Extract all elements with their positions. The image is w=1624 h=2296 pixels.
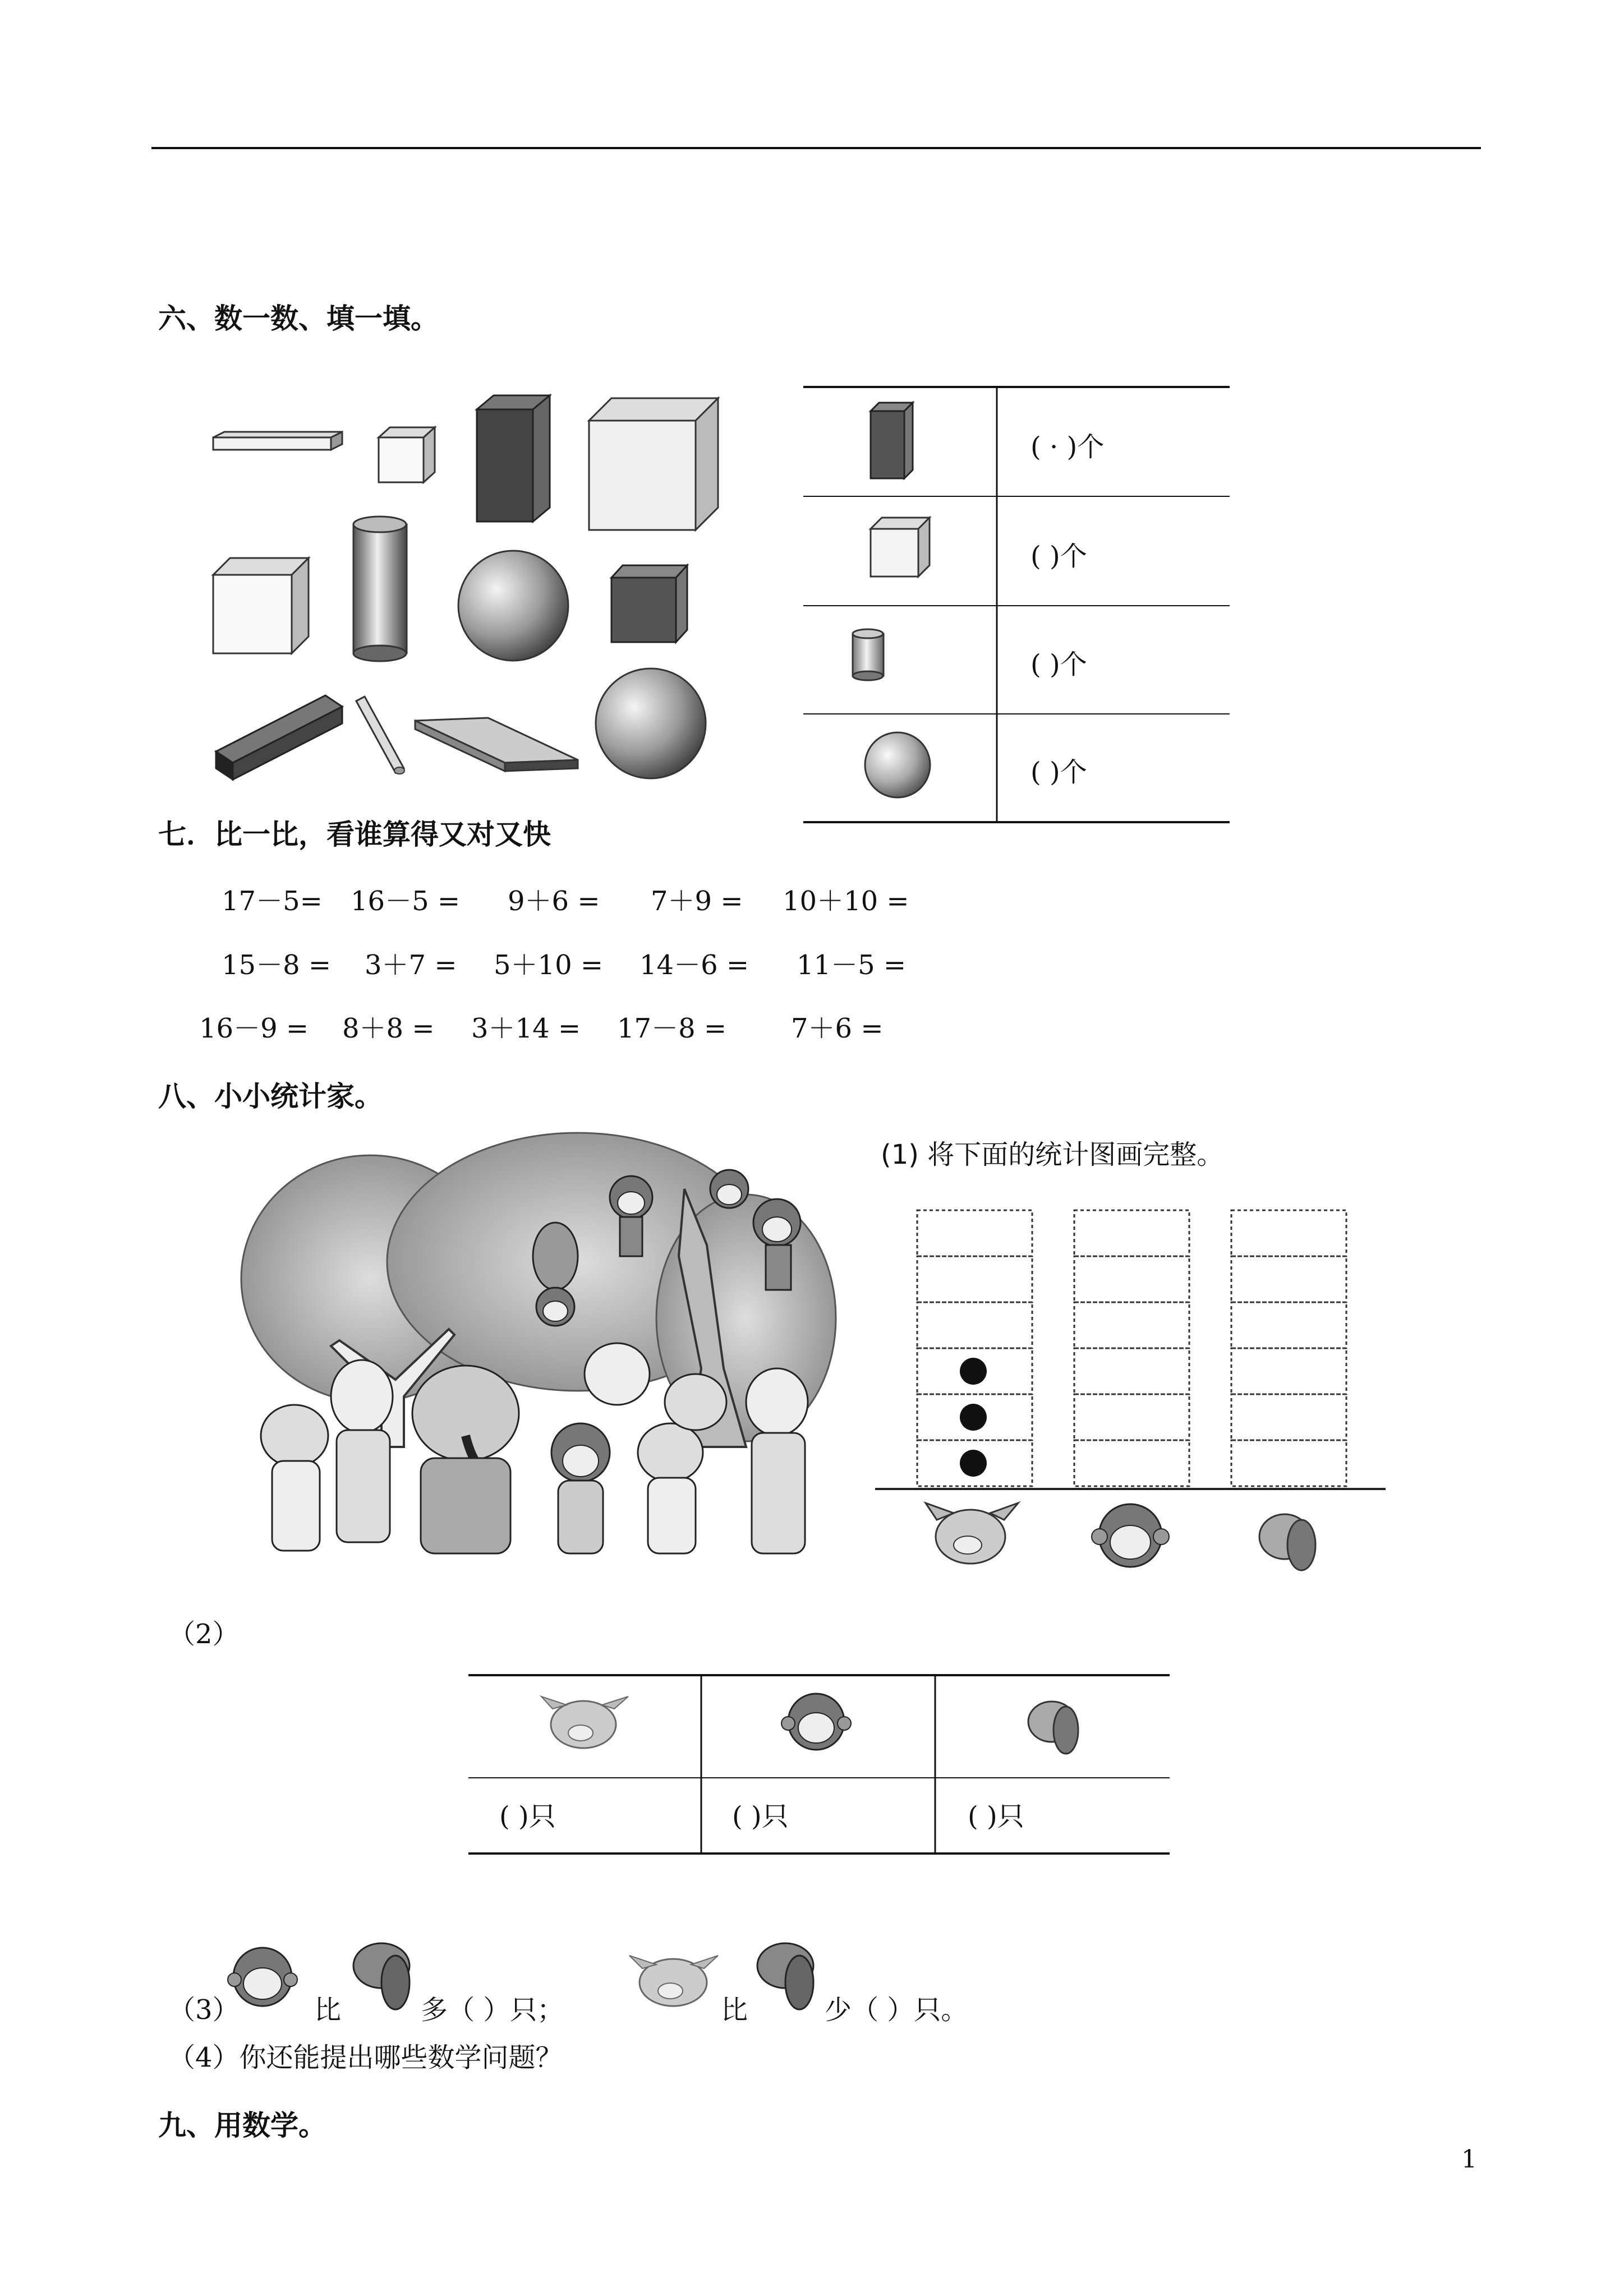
pig-character xyxy=(665,1374,726,1430)
equation: 17－8 = xyxy=(617,1013,727,1044)
pictograph-cell-dog[interactable] xyxy=(1231,1302,1346,1348)
pictograph-dot-pig xyxy=(960,1404,987,1431)
monkey-face-icon xyxy=(781,1694,851,1750)
question-2-label: （2） xyxy=(168,1619,240,1650)
monkey-hanging xyxy=(533,1223,578,1326)
pictograph-cell-monkey[interactable] xyxy=(1074,1210,1189,1256)
long-beam-shape xyxy=(216,695,342,780)
tally-answer-pig[interactable]: ( )只 xyxy=(499,1801,556,1832)
pictograph-dot-pig xyxy=(960,1358,987,1385)
pictograph-chart xyxy=(875,1206,1391,1587)
question-3-less-blank[interactable]: 少（ ）只。 xyxy=(825,1994,968,2026)
count-table xyxy=(803,386,1230,823)
equation: 9＋6 = xyxy=(508,886,600,917)
pictograph-cell-dog[interactable] xyxy=(1231,1256,1346,1302)
equation: 15－8 = xyxy=(222,949,332,981)
equation: 3＋7 = xyxy=(365,949,457,981)
big-cube-shape xyxy=(589,398,718,530)
monkey-in-tree xyxy=(710,1170,748,1208)
pictograph-cell-pig[interactable] xyxy=(917,1256,1032,1302)
pictograph-cell-monkey[interactable] xyxy=(1074,1256,1189,1302)
question-1: (1) 将下面的统计图画完整。 xyxy=(881,1139,1224,1170)
dog-character xyxy=(331,1360,393,1542)
cuboid-icon xyxy=(871,403,913,478)
monkey-character xyxy=(551,1423,610,1553)
question-3-label: （3） xyxy=(168,1994,240,2026)
question-3-compare-2: 比 xyxy=(721,1994,748,2026)
section-8-title: 八、小小统计家。 xyxy=(158,1080,383,1113)
cylinder-icon xyxy=(853,629,884,680)
cube-shape-2 xyxy=(213,558,309,653)
question-3-more-blank[interactable]: 多（ ）只； xyxy=(421,1994,564,2026)
dog-face-icon xyxy=(757,1943,813,2009)
flat-plate-shape xyxy=(415,718,578,771)
equation: 8＋8 = xyxy=(342,1013,435,1044)
cube-icon xyxy=(871,518,930,577)
pictograph-cell-monkey[interactable] xyxy=(1074,1348,1189,1394)
pig-character xyxy=(638,1423,703,1553)
pictograph-cell-pig[interactable] xyxy=(917,1210,1032,1256)
equation: 16－5 = xyxy=(351,886,461,917)
pictograph-cell-monkey[interactable] xyxy=(1074,1302,1189,1348)
dog-face-icon xyxy=(1028,1702,1078,1754)
tally-answer-monkey[interactable]: ( )只 xyxy=(732,1801,789,1832)
dog-face-icon xyxy=(353,1943,410,2009)
thin-rod-shape xyxy=(356,697,404,774)
equation: 3＋14 = xyxy=(471,1013,581,1044)
tall-box-shape xyxy=(477,395,550,522)
section-7-title: 七．比一比，看谁算得又对又快 xyxy=(158,818,551,851)
pictograph-cell-dog[interactable] xyxy=(1231,1210,1346,1256)
sphere-icon xyxy=(865,732,930,797)
pictograph-cell-monkey[interactable] xyxy=(1074,1394,1189,1440)
pictograph-cell-dog[interactable] xyxy=(1231,1348,1346,1394)
small-cube-shape xyxy=(379,427,435,482)
pig-face-icon xyxy=(541,1696,628,1748)
equation: 14－6 = xyxy=(640,949,749,981)
shapes-illustration xyxy=(202,387,752,785)
pictograph-cell-dog[interactable] xyxy=(1231,1440,1346,1486)
count-answer-sphere[interactable]: ( )个 xyxy=(1030,757,1087,788)
monkey-face-icon xyxy=(1092,1504,1169,1567)
tally-answer-dog[interactable]: ( )只 xyxy=(968,1801,1024,1832)
pictograph-cell-pig[interactable] xyxy=(917,1302,1032,1348)
pig-character xyxy=(261,1405,328,1551)
section-9-title: 九、用数学。 xyxy=(158,2109,326,2142)
cylinder-shape xyxy=(353,517,407,661)
question-3-compare-1: 比 xyxy=(314,1994,342,2026)
count-answer-cuboid[interactable]: ( · )个 xyxy=(1030,431,1105,463)
dog-character xyxy=(585,1343,650,1405)
monkey-face-icon xyxy=(228,1948,297,2006)
equation: 17－5= xyxy=(222,886,323,917)
sphere-shape xyxy=(458,551,568,661)
small-dark-cube-shape xyxy=(611,565,687,642)
header-rule xyxy=(151,147,1481,149)
pig-face-icon xyxy=(926,1503,1018,1564)
tally-table xyxy=(468,1674,1170,1865)
pictograph-cell-dog[interactable] xyxy=(1231,1394,1346,1440)
flat-bar-shape xyxy=(213,432,342,450)
elephant-character xyxy=(412,1366,519,1553)
pig-face-icon xyxy=(629,1956,718,2006)
equation: 10＋10 = xyxy=(783,886,909,917)
pictograph-cell-monkey[interactable] xyxy=(1074,1440,1189,1486)
animal-scene-illustration xyxy=(241,1133,836,1570)
section-6-title: 六、数一数、填一填。 xyxy=(158,302,439,335)
equation: 11－5 = xyxy=(797,949,907,981)
page-number: 1 xyxy=(1461,2145,1477,2174)
equation: 16－9 = xyxy=(199,1013,309,1044)
question-4: （4）你还能提出哪些数学问题？ xyxy=(168,2042,563,2073)
count-answer-cube[interactable]: ( )个 xyxy=(1030,541,1087,572)
equation: 5＋10 = xyxy=(494,949,604,981)
big-sphere-shape xyxy=(596,668,706,778)
count-answer-cylinder[interactable]: ( )个 xyxy=(1030,649,1087,680)
equation: 7＋6 = xyxy=(791,1013,884,1044)
dog-face-icon xyxy=(1259,1514,1315,1570)
equation: 7＋9 = xyxy=(651,886,743,917)
dog-character xyxy=(746,1368,808,1553)
pictograph-dot-pig xyxy=(960,1450,987,1477)
